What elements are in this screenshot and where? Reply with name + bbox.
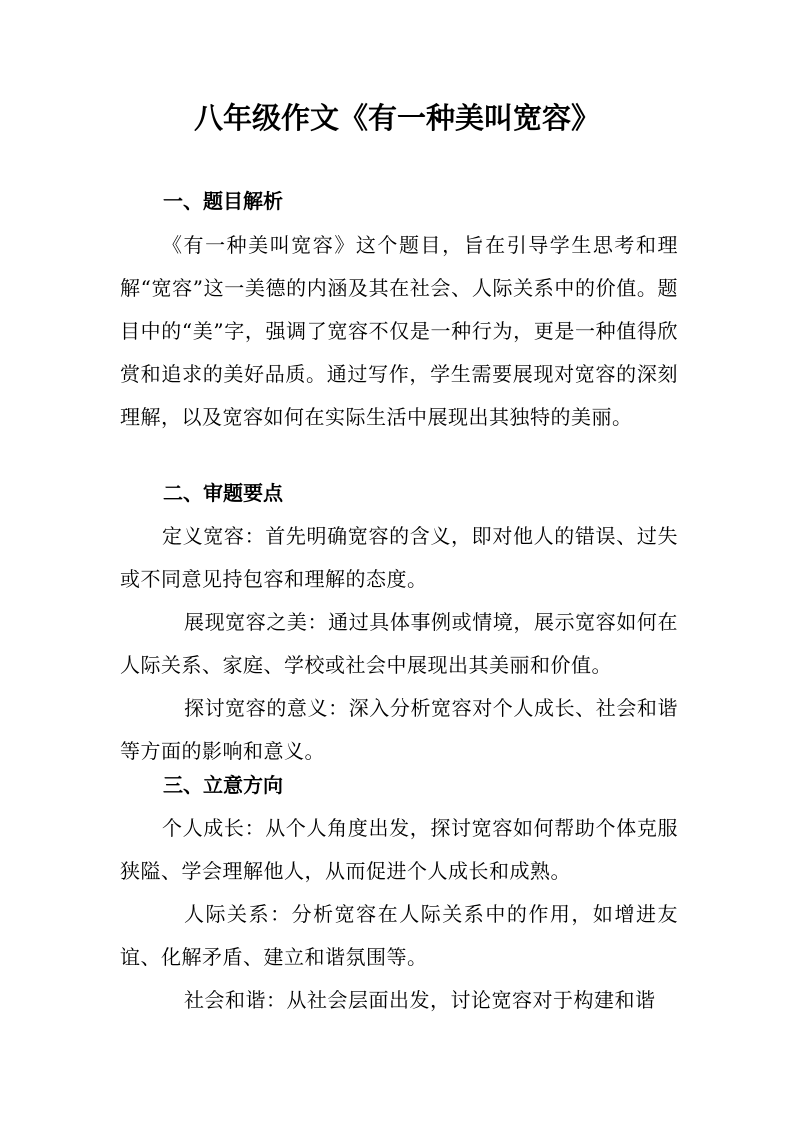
section-heading-directions: 三、立意方向 [163,773,283,797]
paragraph-analysis: 《有一种美叫宽容》这个题目，旨在引导学生思考和理解“宽容”这一美德的内涵及其在社会、人际关系中的价值。题目中的“美”字，强调了宽容不仅是一种行为，更是一种值得欣赏和追求的美好品质。通过写作，学生需要展现对宽容的深刻理解，以及宽容如何在实际生活中展现出其独特的美丽。 [120,233,678,429]
section-heading-key-points: 二、审题要点 [163,481,283,505]
section-heading-analysis: 一、题目解析 [163,189,283,213]
paragraph-define-tolerance: 定义宽容：首先明确宽容的含义，即对他人的错误、过失或不同意见持包容和理解的态度。 [120,524,678,591]
paragraph-show-beauty: 展现宽容之美：通过具体事例或情境，展示宽容如何在人际关系、家庭、学校或社会中展现出其美丽和价值。 [120,610,678,677]
document-title: 八年级作文《有一种美叫宽容》 [193,101,600,135]
paragraph-relationships: 人际关系：分析宽容在人际关系中的作用，如增进友谊、化解矛盾、建立和谐氛围等。 [120,902,678,969]
paragraph-social-harmony: 社会和谐：从社会层面出发，讨论宽容对于构建和谐 [184,988,656,1012]
paragraph-explore-meaning: 探讨宽容的意义：深入分析宽容对个人成长、社会和谐等方面的影响和意义。 [120,696,678,763]
paragraph-personal-growth: 个人成长：从个人角度出发，探讨宽容如何帮助个体克服狭隘、学会理解他人，从而促进个人成长和成熟。 [120,816,678,883]
